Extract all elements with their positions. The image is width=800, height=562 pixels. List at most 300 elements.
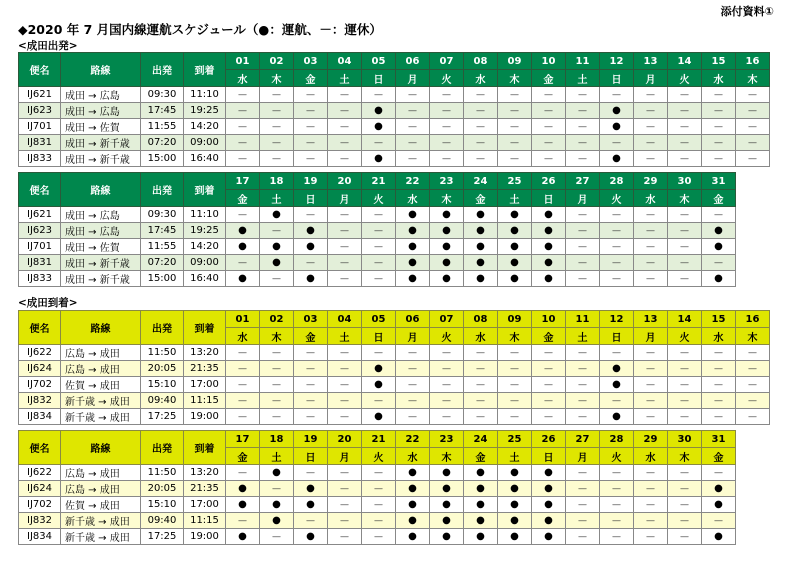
table-row bbox=[19, 481, 736, 497]
suspended-cell: — bbox=[362, 529, 396, 545]
suspended-cell: — bbox=[464, 345, 498, 361]
departure-time: 17:25 bbox=[141, 529, 184, 545]
day-header: 14 bbox=[668, 311, 702, 328]
suspended-cell: — bbox=[668, 207, 702, 223]
suspended-cell: — bbox=[294, 409, 328, 425]
suspended-cell: — bbox=[634, 271, 668, 287]
day-header: 20 bbox=[328, 431, 362, 448]
suspended-cell: — bbox=[736, 135, 770, 151]
weekday-header: 木 bbox=[736, 328, 770, 345]
day-header: 05 bbox=[362, 53, 396, 70]
suspended-cell: — bbox=[362, 513, 396, 529]
weekday-header: 月 bbox=[328, 190, 362, 207]
flight-number: IJ624 bbox=[19, 361, 61, 377]
day-header: 17 bbox=[226, 431, 260, 448]
route: 成田 → 広島 bbox=[61, 87, 141, 103]
weekday-header: 木 bbox=[736, 70, 770, 87]
suspended-cell: — bbox=[430, 361, 464, 377]
suspended-cell: — bbox=[294, 513, 328, 529]
operating-cell: ● bbox=[600, 377, 634, 393]
suspended-cell: — bbox=[634, 409, 668, 425]
flight-number: IJ621 bbox=[19, 207, 61, 223]
departure-time: 20:05 bbox=[141, 361, 184, 377]
suspended-cell: — bbox=[668, 393, 702, 409]
flight-number: IJ701 bbox=[19, 119, 61, 135]
suspended-cell: — bbox=[396, 151, 430, 167]
day-header: 21 bbox=[362, 431, 396, 448]
flight-number: IJ831 bbox=[19, 135, 61, 151]
suspended-cell: — bbox=[260, 87, 294, 103]
day-header: 06 bbox=[396, 53, 430, 70]
arrival-time: 16:40 bbox=[184, 151, 226, 167]
suspended-cell: — bbox=[634, 345, 668, 361]
operating-cell: ● bbox=[702, 529, 736, 545]
day-header: 11 bbox=[566, 311, 600, 328]
table-row bbox=[19, 465, 736, 481]
table-row bbox=[19, 103, 770, 119]
operating-cell: ● bbox=[362, 151, 396, 167]
operating-cell: ● bbox=[430, 271, 464, 287]
day-header: 26 bbox=[532, 431, 566, 448]
suspended-cell: — bbox=[600, 255, 634, 271]
table-row bbox=[19, 135, 770, 151]
suspended-cell: — bbox=[226, 207, 260, 223]
header-row bbox=[19, 173, 736, 190]
suspended-cell: — bbox=[634, 103, 668, 119]
day-header: 18 bbox=[260, 431, 294, 448]
route: 佐賀 → 成田 bbox=[61, 377, 141, 393]
suspended-cell: — bbox=[498, 345, 532, 361]
weekday-header: 水 bbox=[464, 328, 498, 345]
day-header: 13 bbox=[634, 53, 668, 70]
weekday-header: 土 bbox=[328, 328, 362, 345]
operating-cell: ● bbox=[702, 481, 736, 497]
suspended-cell: — bbox=[668, 239, 702, 255]
suspended-cell: — bbox=[328, 361, 362, 377]
operating-cell: ● bbox=[600, 103, 634, 119]
flight-number: IJ833 bbox=[19, 271, 61, 287]
operating-cell: ● bbox=[464, 529, 498, 545]
suspended-cell: — bbox=[362, 223, 396, 239]
suspended-cell: — bbox=[328, 119, 362, 135]
operating-cell: ● bbox=[226, 239, 260, 255]
suspended-cell: — bbox=[498, 151, 532, 167]
operating-cell: ● bbox=[430, 529, 464, 545]
day-header: 09 bbox=[498, 53, 532, 70]
suspended-cell: — bbox=[226, 87, 260, 103]
operating-cell: ● bbox=[226, 223, 260, 239]
route: 佐賀 → 成田 bbox=[61, 497, 141, 513]
suspended-cell: — bbox=[294, 361, 328, 377]
operating-cell: ● bbox=[294, 481, 328, 497]
arrival-time: 09:00 bbox=[184, 135, 226, 151]
suspended-cell: — bbox=[566, 393, 600, 409]
day-header: 15 bbox=[702, 311, 736, 328]
arrival-time: 11:10 bbox=[184, 207, 226, 223]
suspended-cell: — bbox=[600, 271, 634, 287]
suspended-cell: — bbox=[294, 255, 328, 271]
suspended-cell: — bbox=[668, 87, 702, 103]
suspended-cell: — bbox=[566, 409, 600, 425]
arrival-time: 13:20 bbox=[184, 345, 226, 361]
weekday-header: 火 bbox=[430, 328, 464, 345]
suspended-cell: — bbox=[668, 119, 702, 135]
operating-cell: ● bbox=[532, 481, 566, 497]
suspended-cell: — bbox=[532, 345, 566, 361]
day-header: 24 bbox=[464, 431, 498, 448]
suspended-cell: — bbox=[260, 377, 294, 393]
suspended-cell: — bbox=[566, 239, 600, 255]
operating-cell: ● bbox=[498, 481, 532, 497]
operating-cell: ● bbox=[702, 239, 736, 255]
flight-number: IJ623 bbox=[19, 223, 61, 239]
header-departure: 出発 bbox=[141, 431, 184, 465]
weekday-header: 木 bbox=[260, 70, 294, 87]
suspended-cell: — bbox=[294, 393, 328, 409]
weekday-header: 木 bbox=[498, 70, 532, 87]
suspended-cell: — bbox=[600, 345, 634, 361]
operating-cell: ● bbox=[464, 513, 498, 529]
operating-cell: ● bbox=[464, 465, 498, 481]
weekday-header: 日 bbox=[294, 448, 328, 465]
header-row bbox=[19, 431, 736, 448]
header-arrival: 到着 bbox=[184, 311, 226, 345]
suspended-cell: — bbox=[532, 377, 566, 393]
route: 成田 → 広島 bbox=[61, 103, 141, 119]
header-departure: 出発 bbox=[141, 173, 184, 207]
weekday-header: 月 bbox=[396, 70, 430, 87]
suspended-cell: — bbox=[464, 103, 498, 119]
suspended-cell: — bbox=[702, 87, 736, 103]
weekday-header: 日 bbox=[294, 190, 328, 207]
flight-number: IJ831 bbox=[19, 255, 61, 271]
suspended-cell: — bbox=[634, 377, 668, 393]
arrivals-schedule-table bbox=[18, 430, 736, 545]
suspended-cell: — bbox=[702, 135, 736, 151]
departure-time: 17:25 bbox=[141, 409, 184, 425]
flight-number: IJ834 bbox=[19, 529, 61, 545]
suspended-cell: — bbox=[668, 513, 702, 529]
header-departure: 出発 bbox=[141, 53, 184, 87]
suspended-cell: — bbox=[464, 87, 498, 103]
suspended-cell: — bbox=[702, 409, 736, 425]
operating-cell: ● bbox=[498, 529, 532, 545]
operating-cell: ● bbox=[532, 255, 566, 271]
suspended-cell: — bbox=[566, 255, 600, 271]
day-header: 31 bbox=[702, 431, 736, 448]
departure-time: 07:20 bbox=[141, 135, 184, 151]
suspended-cell: — bbox=[430, 135, 464, 151]
suspended-cell: — bbox=[498, 361, 532, 377]
suspended-cell: — bbox=[634, 151, 668, 167]
operating-cell: ● bbox=[498, 513, 532, 529]
suspended-cell: — bbox=[566, 87, 600, 103]
operating-cell: ● bbox=[600, 361, 634, 377]
suspended-cell: — bbox=[634, 497, 668, 513]
table-row bbox=[19, 207, 736, 223]
operating-cell: ● bbox=[362, 103, 396, 119]
weekday-header: 土 bbox=[498, 448, 532, 465]
table-row bbox=[19, 151, 770, 167]
section-label-departures: <成田出発> bbox=[18, 40, 78, 52]
table-row bbox=[19, 361, 770, 377]
header-row bbox=[19, 311, 770, 328]
weekday-header: 火 bbox=[362, 190, 396, 207]
suspended-cell: — bbox=[260, 223, 294, 239]
departure-time: 15:10 bbox=[141, 377, 184, 393]
suspended-cell: — bbox=[532, 361, 566, 377]
day-header: 07 bbox=[430, 311, 464, 328]
suspended-cell: — bbox=[396, 103, 430, 119]
suspended-cell: — bbox=[260, 409, 294, 425]
operating-cell: ● bbox=[532, 271, 566, 287]
suspended-cell: — bbox=[600, 465, 634, 481]
arrival-time: 16:40 bbox=[184, 271, 226, 287]
weekday-header: 月 bbox=[328, 448, 362, 465]
weekday-header: 水 bbox=[226, 70, 260, 87]
suspended-cell: — bbox=[362, 497, 396, 513]
operating-cell: ● bbox=[396, 529, 430, 545]
suspended-cell: — bbox=[668, 151, 702, 167]
suspended-cell: — bbox=[566, 271, 600, 287]
suspended-cell: — bbox=[634, 481, 668, 497]
suspended-cell: — bbox=[328, 529, 362, 545]
suspended-cell: — bbox=[226, 151, 260, 167]
operating-cell: ● bbox=[532, 513, 566, 529]
weekday-header: 木 bbox=[668, 190, 702, 207]
route: 成田 → 佐賀 bbox=[61, 119, 141, 135]
arrival-time: 09:00 bbox=[184, 255, 226, 271]
suspended-cell: — bbox=[226, 465, 260, 481]
operating-cell: ● bbox=[430, 497, 464, 513]
day-header: 31 bbox=[702, 173, 736, 190]
suspended-cell: — bbox=[294, 465, 328, 481]
operating-cell: ● bbox=[464, 255, 498, 271]
operating-cell: ● bbox=[430, 223, 464, 239]
suspended-cell: — bbox=[668, 529, 702, 545]
weekday-header: 水 bbox=[634, 190, 668, 207]
suspended-cell: — bbox=[736, 87, 770, 103]
suspended-cell: — bbox=[702, 377, 736, 393]
suspended-cell: — bbox=[294, 345, 328, 361]
arrival-time: 21:35 bbox=[184, 481, 226, 497]
suspended-cell: — bbox=[430, 87, 464, 103]
suspended-cell: — bbox=[464, 377, 498, 393]
suspended-cell: — bbox=[260, 481, 294, 497]
header-arrival: 到着 bbox=[184, 431, 226, 465]
suspended-cell: — bbox=[736, 377, 770, 393]
day-header: 05 bbox=[362, 311, 396, 328]
suspended-cell: — bbox=[634, 255, 668, 271]
suspended-cell: — bbox=[668, 135, 702, 151]
suspended-cell: — bbox=[464, 361, 498, 377]
day-header: 12 bbox=[600, 311, 634, 328]
suspended-cell: — bbox=[294, 103, 328, 119]
weekday-header: 水 bbox=[396, 448, 430, 465]
departure-time: 17:45 bbox=[141, 223, 184, 239]
suspended-cell: — bbox=[362, 393, 396, 409]
day-header: 25 bbox=[498, 173, 532, 190]
suspended-cell: — bbox=[668, 345, 702, 361]
page-title: ◆2020 年 7 月国内線運航スケジュール（●：運航、－：運休） bbox=[18, 22, 382, 37]
route: 成田 → 新千歳 bbox=[61, 271, 141, 287]
operating-cell: ● bbox=[498, 255, 532, 271]
operating-cell: ● bbox=[430, 255, 464, 271]
weekday-header: 日 bbox=[362, 328, 396, 345]
departure-time: 15:10 bbox=[141, 497, 184, 513]
day-header: 13 bbox=[634, 311, 668, 328]
operating-cell: ● bbox=[532, 207, 566, 223]
route: 新千歳 → 成田 bbox=[61, 513, 141, 529]
suspended-cell: — bbox=[328, 207, 362, 223]
suspended-cell: — bbox=[396, 345, 430, 361]
suspended-cell: — bbox=[260, 529, 294, 545]
suspended-cell: — bbox=[634, 393, 668, 409]
suspended-cell: — bbox=[736, 151, 770, 167]
operating-cell: ● bbox=[260, 207, 294, 223]
weekday-header: 日 bbox=[600, 70, 634, 87]
departure-time: 20:05 bbox=[141, 481, 184, 497]
weekday-header: 水 bbox=[702, 328, 736, 345]
suspended-cell: — bbox=[532, 151, 566, 167]
day-header: 07 bbox=[430, 53, 464, 70]
flight-number: IJ622 bbox=[19, 465, 61, 481]
day-header: 23 bbox=[430, 431, 464, 448]
suspended-cell: — bbox=[634, 119, 668, 135]
flight-number: IJ701 bbox=[19, 239, 61, 255]
suspended-cell: — bbox=[464, 409, 498, 425]
operating-cell: ● bbox=[294, 529, 328, 545]
operating-cell: ● bbox=[430, 481, 464, 497]
weekday-header: 金 bbox=[464, 448, 498, 465]
suspended-cell: — bbox=[566, 151, 600, 167]
operating-cell: ● bbox=[260, 497, 294, 513]
day-header: 06 bbox=[396, 311, 430, 328]
suspended-cell: — bbox=[736, 103, 770, 119]
flight-number: IJ702 bbox=[19, 377, 61, 393]
operating-cell: ● bbox=[600, 151, 634, 167]
suspended-cell: — bbox=[702, 345, 736, 361]
day-header: 10 bbox=[532, 53, 566, 70]
suspended-cell: — bbox=[702, 513, 736, 529]
table-row bbox=[19, 529, 736, 545]
header-route: 路線 bbox=[61, 311, 141, 345]
suspended-cell: — bbox=[430, 377, 464, 393]
suspended-cell: — bbox=[328, 271, 362, 287]
suspended-cell: — bbox=[260, 103, 294, 119]
suspended-cell: — bbox=[328, 103, 362, 119]
table-row bbox=[19, 239, 736, 255]
suspended-cell: — bbox=[634, 207, 668, 223]
header-flight: 便名 bbox=[19, 431, 61, 465]
departure-time: 17:45 bbox=[141, 103, 184, 119]
suspended-cell: — bbox=[600, 239, 634, 255]
suspended-cell: — bbox=[464, 151, 498, 167]
arrival-time: 11:15 bbox=[184, 393, 226, 409]
table-row bbox=[19, 255, 736, 271]
suspended-cell: — bbox=[396, 87, 430, 103]
day-header: 08 bbox=[464, 53, 498, 70]
suspended-cell: — bbox=[260, 151, 294, 167]
day-header: 09 bbox=[498, 311, 532, 328]
suspended-cell: — bbox=[702, 151, 736, 167]
day-header: 26 bbox=[532, 173, 566, 190]
weekday-header: 金 bbox=[702, 190, 736, 207]
suspended-cell: — bbox=[736, 119, 770, 135]
suspended-cell: — bbox=[430, 151, 464, 167]
weekday-header: 火 bbox=[668, 70, 702, 87]
flight-number: IJ832 bbox=[19, 513, 61, 529]
suspended-cell: — bbox=[328, 393, 362, 409]
arrival-time: 19:25 bbox=[184, 103, 226, 119]
weekday-header: 金 bbox=[294, 70, 328, 87]
suspended-cell: — bbox=[362, 135, 396, 151]
operating-cell: ● bbox=[226, 271, 260, 287]
weekday-header: 土 bbox=[498, 190, 532, 207]
operating-cell: ● bbox=[362, 119, 396, 135]
suspended-cell: — bbox=[226, 103, 260, 119]
operating-cell: ● bbox=[362, 409, 396, 425]
operating-cell: ● bbox=[430, 239, 464, 255]
suspended-cell: — bbox=[566, 223, 600, 239]
suspended-cell: — bbox=[634, 465, 668, 481]
suspended-cell: — bbox=[362, 345, 396, 361]
day-header: 04 bbox=[328, 53, 362, 70]
operating-cell: ● bbox=[260, 465, 294, 481]
suspended-cell: — bbox=[668, 271, 702, 287]
departures-schedule-table bbox=[18, 52, 770, 167]
operating-cell: ● bbox=[498, 271, 532, 287]
operating-cell: ● bbox=[498, 465, 532, 481]
weekday-header: 木 bbox=[430, 448, 464, 465]
day-header: 14 bbox=[668, 53, 702, 70]
header-flight: 便名 bbox=[19, 311, 61, 345]
operating-cell: ● bbox=[396, 207, 430, 223]
operating-cell: ● bbox=[294, 497, 328, 513]
weekday-header: 火 bbox=[600, 448, 634, 465]
operating-cell: ● bbox=[532, 223, 566, 239]
suspended-cell: — bbox=[566, 135, 600, 151]
route: 新千歳 → 成田 bbox=[61, 529, 141, 545]
suspended-cell: — bbox=[736, 409, 770, 425]
suspended-cell: — bbox=[736, 345, 770, 361]
route: 成田 → 広島 bbox=[61, 207, 141, 223]
suspended-cell: — bbox=[566, 119, 600, 135]
day-header: 11 bbox=[566, 53, 600, 70]
suspended-cell: — bbox=[668, 361, 702, 377]
suspended-cell: — bbox=[396, 361, 430, 377]
operating-cell: ● bbox=[260, 255, 294, 271]
suspended-cell: — bbox=[328, 409, 362, 425]
day-header: 02 bbox=[260, 53, 294, 70]
departure-time: 09:30 bbox=[141, 87, 184, 103]
flight-number: IJ834 bbox=[19, 409, 61, 425]
departure-time: 11:50 bbox=[141, 465, 184, 481]
suspended-cell: — bbox=[736, 393, 770, 409]
table-row bbox=[19, 393, 770, 409]
suspended-cell: — bbox=[226, 409, 260, 425]
operating-cell: ● bbox=[702, 271, 736, 287]
operating-cell: ● bbox=[702, 223, 736, 239]
day-header: 22 bbox=[396, 431, 430, 448]
operating-cell: ● bbox=[294, 239, 328, 255]
arrival-time: 17:00 bbox=[184, 377, 226, 393]
operating-cell: ● bbox=[464, 223, 498, 239]
day-header: 28 bbox=[600, 431, 634, 448]
suspended-cell: — bbox=[702, 361, 736, 377]
suspended-cell: — bbox=[294, 207, 328, 223]
day-header: 16 bbox=[736, 311, 770, 328]
